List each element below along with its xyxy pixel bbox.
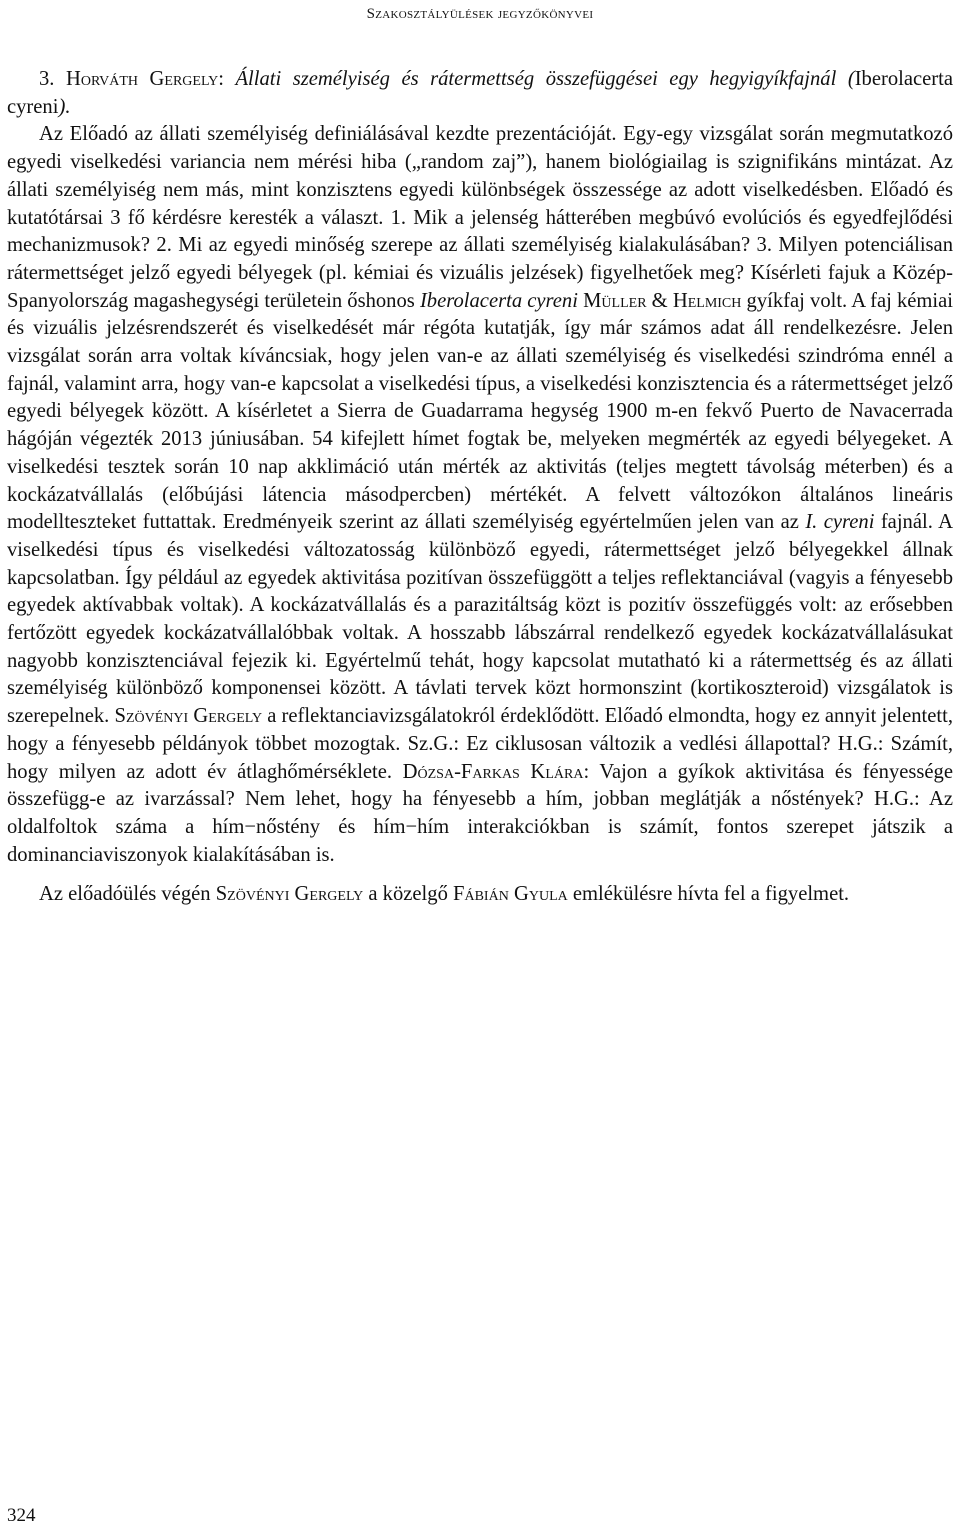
talk-author: Horváth Gergely	[65, 68, 219, 90]
closing-paragraph: Az előadóülés végén Szövényi Gergely a közelgő Fábián Gyula emlékülésre hívta fel a figyelmet.	[39, 883, 850, 906]
chair-name: Szövényi Gergely	[215, 883, 364, 906]
memorial-name: Fábián Gyula	[453, 883, 568, 906]
talk-species: Iberolacerta cyreni	[7, 68, 954, 118]
species-name: Iberolacerta cyreni	[419, 289, 578, 312]
talk-title: Állati személyiség és rátermettség összefüggései egy hegyigyíkfajnál (	[235, 68, 855, 90]
summary-paragraph: Az Előadó az állati személyiség definiálásával kezdte prezentációját. Egy-egy vizsgálat során megmutatkozó egyedi viselkedési variancia nem mérési hiba („random zaj”), hanem biológiailag is szignifikáns mintázat. Az állati személyiség nem más, mint konzisztens egyedi különbségek összessége az adott viselkedésben. Előadó és kutatótársai 3 fő kérdésre keresték a választ. 1. Mik a jelenség hátterében megbúvó evolúciós és egyedfejlődési mechanizmusok? 2. Mi az egyedi minőség szerepe az állati személyiség kialakulásában? 3. Milyen potenciálisan rátermettséget jelző egyedi bélyegek (pl. kémiai és vizuális jelzések) figyelhetőek meg? Kísérleti fajuk a Közép-Spanyolország magashegységi területein őshonos Iberolacerta cyreni Müller & Helmich gyíkfaj volt. A faj kémiai és vizuális jelzésrendszerét és viselkedését már régóta kutatják, így már számos adat áll rendelkezésre. Jelen vizsgálat során arra voltak kíváncsiak, hogy jelen van-e az állati személyiség és viselkedési szindróma ennél a fajnál, valamint arra, hogy van-e kapcsolat a viselkedési típus, a viselkedési konzisztencia és a rátermettséget jelző egyedi bélyegek között. A kísérletet a Sierra de Guadarrama hegység 1900 m-en fekvő Puerto de Navacerrada hágóján végezték 2013 júniusában. 54 kifejlett hímet fogtak be, melyeken megmérték az egyedi bélyegeket. A viselkedési tesztek során 10 nap akklimáció után mérték az aktivitás (teljes megtett távolság méterben) és a kockázatvállalás (előbújási látencia másodpercben) mértékét. A felvett változókon általános lineáris modellteszteket futtattak. Eredményeik szerint az állati személyiség egyértelműen jelen van az I. cyreni fajnál. A viselkedési típus és viselkedési változatosság különböző egyedi, rátermettséget jelző bélyegekkel állnak kapcsolatban. Így például az egyedek aktivitása pozitívan összefüggött a teljes reflektanciával (vagyis a fényesebb egyedek aktívabbak voltak). A kockázatvállalás és a parazitáltság közt is pozitív összefüggés volt: az erősebben fertőzött egyedek kockázatvállalóbbak voltak. A hosszabb lábszárral rendelkező egyedek kockázatvállalásukat nagyobb konzisztenciával fejezik ki. Egyértelmű tehát, hogy kapcsolat mutatható ki a rátermettség és az állati személyiség különböző komponensei között. A távlati tervek közt hormonszint (kortikoszteroid) vizsgálatok is szerepelnek. Szövényi Gergely a reflektanciavizsgálatokról érdeklődött. Előadó elmondta, hogy ez annyit jelentett, hogy a fényesebb példányok többet mozogtak. Sz.G.: Ez ciklusosan változik a vedlési állapottal? H.G.: Számít, hogy milyen az adott év átlaghőmérséklete. Dózsa-Farkas Klára: Vajon a gyíkok aktivitása és fényessége összefügg-e az ivarzással? Nem lehet, hogy ha fényesebb a hím, jobban meglátják a nőstények? H.G.: Az oldalfoltok száma a hím−nőstény és hím−hím interakciókban is számít, fontos szerepet játszik a dominanciaviszonyok kialakításában is.	[7, 123, 954, 866]
talk-heading: 3. Horváth Gergely: Állati személyiség és rátermettség összefüggései egy hegyigyíkfajnál (Iberolacerta cyreni).	[7, 68, 954, 118]
questioner-name: Szövényi Gergely	[114, 705, 263, 728]
questioner-name-2: Dózsa-Farkas Klára	[402, 760, 584, 783]
document-body	[7, 66, 953, 909]
paragraph-gap	[7, 869, 953, 881]
page-number: 324	[7, 1505, 36, 1526]
talk-number: 3.	[39, 68, 66, 90]
species-short-name: I. cyreni	[805, 511, 875, 534]
running-header: Szakosztályülések jegyzőkönyvei	[366, 6, 594, 22]
